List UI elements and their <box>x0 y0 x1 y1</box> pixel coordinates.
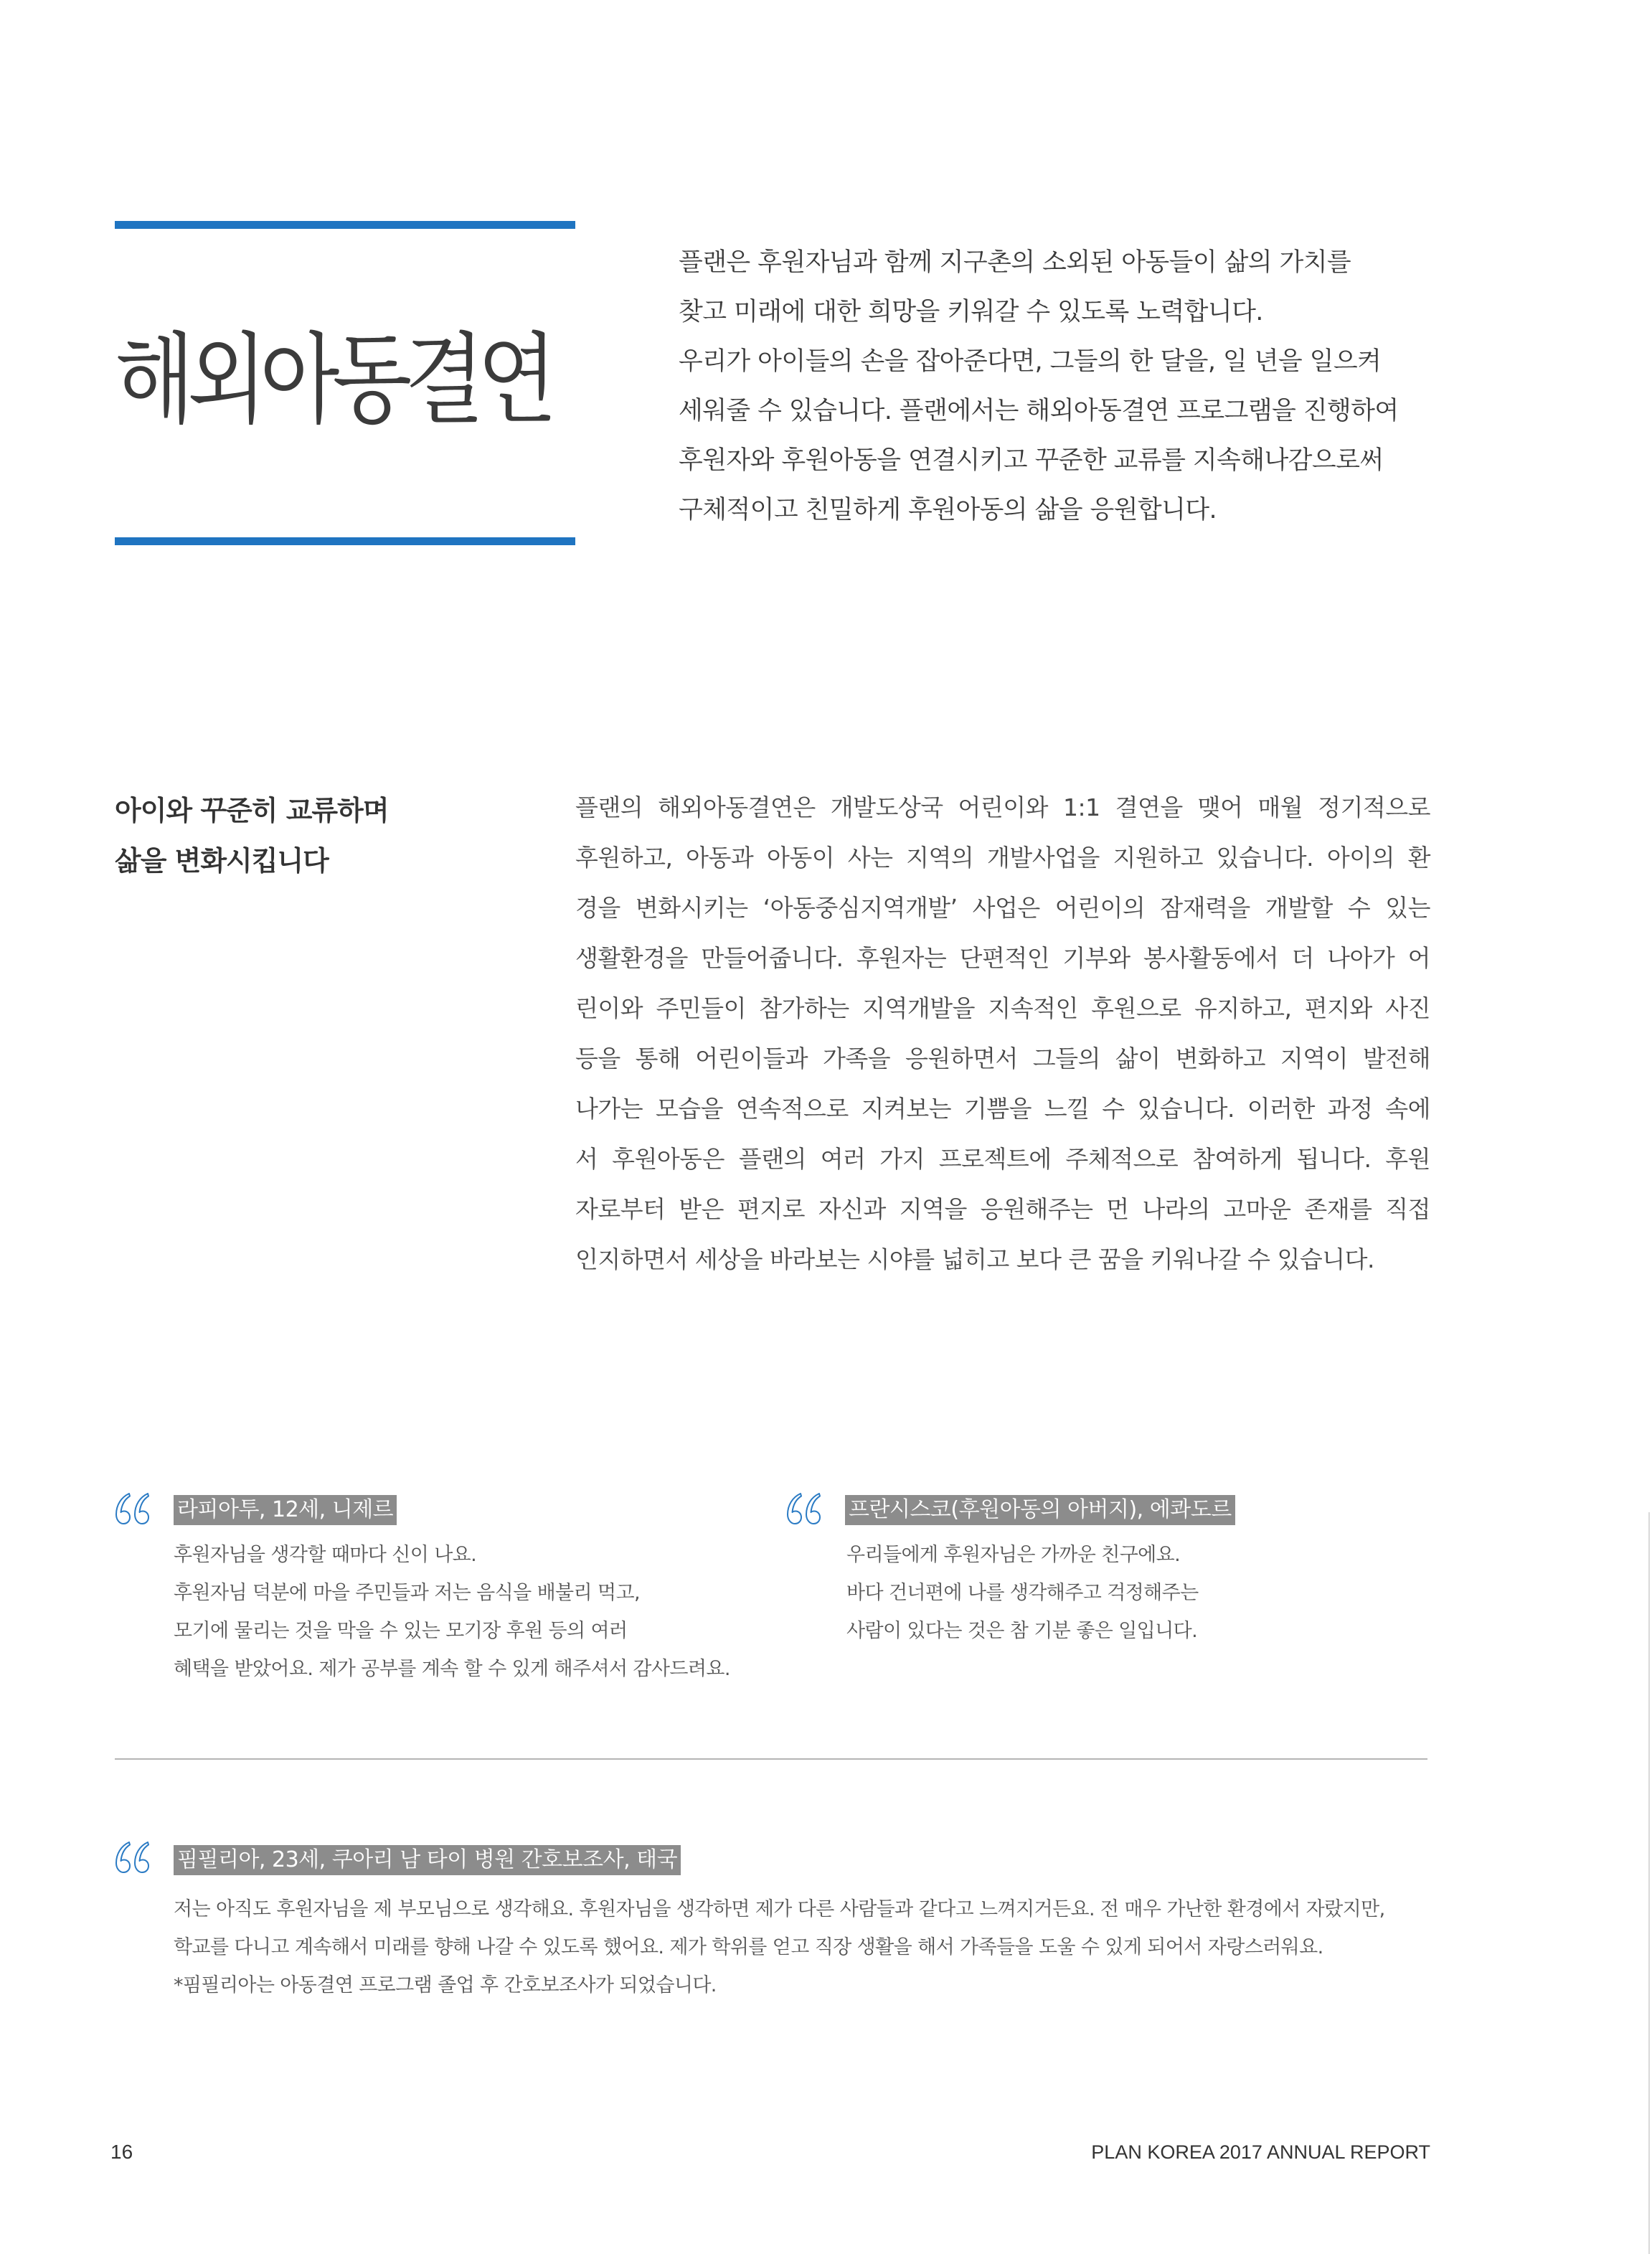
page-number: 16 <box>110 2141 133 2163</box>
body-line: 린이와 주민들이 참가하는 지역개발을 지속적인 후원으로 유지하고, 편지와 사진 <box>575 994 1430 1022</box>
section-heading-line: 삶을 변화시킵니다 <box>115 845 329 877</box>
footer-report-title: PLAN KOREA 2017 ANNUAL REPORT <box>1091 2141 1430 2163</box>
testimonial-line: 학교를 다니고 계속해서 미래를 향해 나갈 수 있도록 했어요. 제가 학위를 얻고 직장 생활을 해서 가족들을 도울 수 있게 되어서 자랑스러워요. <box>174 1936 1323 1958</box>
section-heading <box>115 786 389 886</box>
testimonial-line: 모기에 물리는 것을 막을 수 있는 모기장 후원 등의 여러 <box>174 1620 628 1642</box>
testimonial-text <box>174 1890 1385 2004</box>
body-line: 경을 변화시키는 ‘아동중심지역개발’ 사업은 어린이의 잠재력을 개발할 수 있는 <box>575 894 1430 922</box>
body-line: 나가는 모습을 연속적으로 지켜보는 기쁨을 느낄 수 있습니다. 이러한 과정 속에 <box>575 1095 1430 1123</box>
testimonial-line: 후원자님을 생각할 때마다 신이 나요. <box>174 1544 477 1566</box>
intro-paragraph <box>679 238 1399 535</box>
intro-line: 우리가 아이들의 손을 잡아준다면, 그들의 한 달을, 일 년을 일으켜 <box>679 347 1382 376</box>
intro-line: 후원자와 후원아동을 연결시키고 꾸준한 교류를 지속해나감으로써 <box>679 446 1384 475</box>
testimonial-name-label: 핌필리아, 23세, 쿠아리 남 타이 병원 간호보조사, 태국 <box>174 1845 681 1875</box>
intro-line: 구체적이고 친밀하게 후원아동의 삶을 응원합니다. <box>679 496 1217 524</box>
intro-line: 세워줄 수 있습니다. 플랜에서는 해외아동결연 프로그램을 진행하여 <box>679 397 1399 425</box>
testimonial-line: *핌필리아는 아동결연 프로그램 졸업 후 간호보조사가 되었습니다. <box>174 1974 717 1996</box>
section-divider <box>115 1758 1427 1760</box>
body-line: 플랜의 해외아동결연은 개발도상국 어린이와 1:1 결연을 맺어 매월 정기적으로 <box>575 793 1430 821</box>
testimonial-name-label: 프란시스코(후원아동의 아버지), 에콰도르 <box>845 1495 1235 1525</box>
body-line: 인지하면서 세상을 바라보는 시야를 넓히고 보다 큰 꿈을 키워나갈 수 있습니다. <box>575 1245 1374 1273</box>
testimonial-line: 후원자님 덕분에 마을 주민들과 저는 음식을 배불리 먹고, <box>174 1582 640 1604</box>
intro-line: 플랜은 후원자님과 함께 지구촌의 소외된 아동들이 삶의 가치를 <box>679 248 1351 277</box>
section-heading-line: 아이와 꾸준히 교류하며 <box>115 795 389 826</box>
body-line: 생활환경을 만들어줍니다. 후원자는 단편적인 기부와 봉사활동에서 더 나아가 어 <box>575 944 1430 972</box>
quote-open-icon <box>115 1492 151 1525</box>
page-title: 해외아동결연 <box>115 323 550 438</box>
section-body <box>575 783 1430 1285</box>
body-line: 후원하고, 아동과 아동이 사는 지역의 개발사업을 지원하고 있습니다. 아이의 환 <box>575 844 1430 872</box>
quote-open-icon <box>786 1492 822 1525</box>
body-line: 등을 통해 어린이들과 가족을 응원하면서 그들의 삶이 변화하고 지역이 발전해 <box>575 1045 1430 1072</box>
body-line: 서 후원아동은 플랜의 여러 가지 프로젝트에 주체적으로 참여하게 됩니다. 후원 <box>575 1145 1430 1173</box>
testimonial-line: 바다 건너편에 나를 생각해주고 걱정해주는 <box>846 1582 1199 1604</box>
testimonial-name-label: 라피아투, 12세, 니제르 <box>174 1495 397 1525</box>
testimonial-line: 저는 아직도 후원자님을 제 부모님으로 생각해요. 후원자님을 생각하면 제가 다른 사람들과 같다고 느껴지거든요. 전 매우 가난한 환경에서 자랐지만, <box>174 1898 1385 1920</box>
quote-open-icon <box>115 1841 151 1874</box>
testimonial-line: 우리들에게 후원자님은 가까운 친구에요. <box>846 1544 1181 1566</box>
body-line: 자로부터 받은 편지로 자신과 지역을 응원해주는 먼 나라의 고마운 존재를 직접 <box>575 1195 1430 1223</box>
testimonial-text <box>174 1536 730 1688</box>
testimonial-line: 사람이 있다는 것은 참 기분 좋은 일입니다. <box>846 1620 1198 1642</box>
testimonial-text <box>846 1536 1199 1650</box>
testimonial-line: 혜택을 받았어요. 제가 공부를 계속 할 수 있게 해주셔서 감사드려요. <box>174 1658 730 1680</box>
page-edge-line <box>1648 1512 1650 2254</box>
title-top-rule <box>115 221 575 229</box>
title-bottom-rule <box>115 537 575 545</box>
intro-line: 찾고 미래에 대한 희망을 키워갈 수 있도록 노력합니다. <box>679 298 1263 326</box>
